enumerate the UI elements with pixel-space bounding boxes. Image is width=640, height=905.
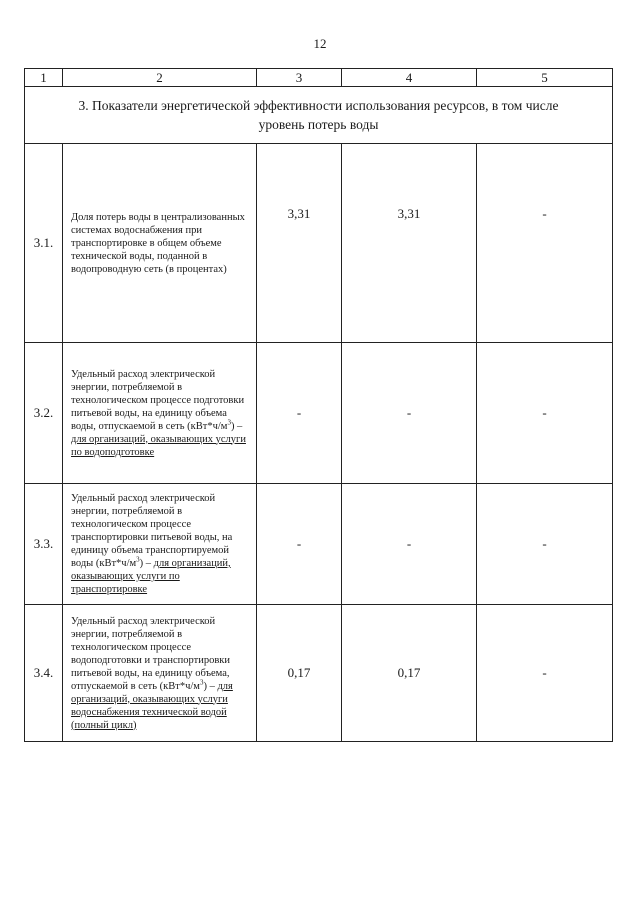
row-number: 3.3. (25, 484, 63, 605)
value-col3: 3,31 (257, 144, 342, 343)
column-header: 5 (477, 69, 613, 87)
table-row (25, 484, 613, 605)
column-header: 4 (342, 69, 477, 87)
value-col4: 3,31 (342, 144, 477, 343)
page-number: 12 (313, 36, 327, 51)
section-title (25, 87, 613, 144)
table-row (25, 144, 613, 343)
value-col5: - (477, 144, 613, 343)
section-title-line2: уровень потерь воды (258, 117, 379, 132)
table-row (25, 343, 613, 484)
value-col4: - (342, 343, 477, 484)
row-description (63, 144, 257, 343)
description-dash: ) – (230, 420, 243, 432)
column-header: 1 (25, 69, 63, 87)
row-description (63, 605, 257, 742)
description-underlined: для организаций, оказывающих услуги водоснабжения технической водой (полный цикл) (71, 680, 233, 731)
row-number: 3.4. (25, 605, 63, 742)
value-col3: 0,17 (257, 605, 342, 742)
value-col4: 0,17 (342, 605, 477, 742)
row-number: 3.1. (25, 144, 63, 343)
description-underlined: для организаций, оказывающих услуги по водоподготовке (71, 433, 246, 458)
description-dash: ) – (203, 680, 218, 692)
superscript: 3 (199, 678, 204, 686)
description-text: Удельный расход электрической энергии, потребляемой в технологическом процессе подготовки питьевой воды, на единицу объема воды, отпускаемой в сеть (кВт*ч/м (71, 368, 245, 432)
column-header: 3 (257, 69, 342, 87)
value-col5: - (477, 484, 613, 605)
value-col5: - (477, 605, 613, 742)
value-col3: - (257, 343, 342, 484)
description-text: Удельный расход электрической энергии, потребляемой в технологическом процессе транспортировки питьевой воды, на единицу объема транспортируемой воды (кВт*ч/м (71, 493, 233, 569)
row-description (63, 343, 257, 484)
indicators-table (24, 68, 613, 742)
superscript: 3 (136, 555, 140, 564)
value-col4: - (342, 484, 477, 605)
section-title-line1: 3. Показатели энергетической эффективности использования ресурсов, в том числе (78, 98, 559, 113)
row-description (63, 484, 257, 605)
row-number: 3.2. (25, 343, 63, 484)
description-text: Доля потерь воды в централизованных системах водоснабжения при транспортировке в общем объеме технической воды, поданной в водопроводную сеть (в процентах) (71, 211, 245, 275)
table-header-row (25, 69, 613, 87)
table-row (25, 605, 613, 742)
column-header: 2 (63, 69, 257, 87)
description-underlined: для организаций, оказывающих услуги по транспортировке (71, 558, 231, 595)
superscript: 3 (227, 418, 231, 426)
section-row (25, 87, 613, 144)
description-dash: ) – (139, 558, 154, 569)
description-text: Удельный расход электрической энергии, потребляемой в технологическом процессе водоподготовки и транспортировки питьевой воды, на единицу объема, отпускаемой в сеть (кВт*ч/м (71, 615, 231, 692)
value-col3: - (257, 484, 342, 605)
value-col5: - (477, 343, 613, 484)
